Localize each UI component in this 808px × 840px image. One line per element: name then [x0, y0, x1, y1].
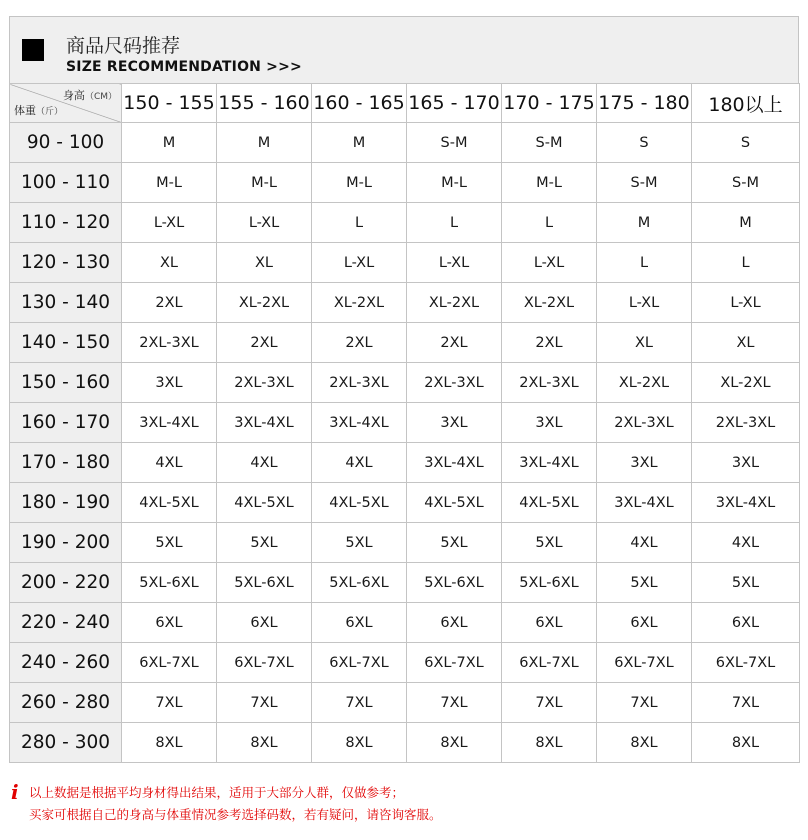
weight-row-header: 190 - 200 [10, 523, 122, 563]
note-line-1 [9, 782, 799, 804]
table-row [10, 123, 800, 163]
size-cell: 3XL [407, 403, 502, 443]
table-header-row [10, 84, 800, 123]
table-row [10, 563, 800, 603]
height-axis-label: 身高（CM） [62, 89, 117, 102]
size-cell: 2XL [502, 323, 597, 363]
weight-row-header: 150 - 160 [10, 363, 122, 403]
size-cell: 3XL-4XL [502, 443, 597, 483]
size-cell: 2XL-3XL [692, 403, 800, 443]
weight-row-header: 130 - 140 [10, 283, 122, 323]
size-cell: 3XL-4XL [122, 403, 217, 443]
weight-row-header: 160 - 170 [10, 403, 122, 443]
size-cell: 8XL [312, 723, 407, 763]
size-cell: 2XL-3XL [597, 403, 692, 443]
size-cell: S-M [502, 123, 597, 163]
weight-row-header: 240 - 260 [10, 643, 122, 683]
height-column-header: 150 - 155 [122, 84, 217, 123]
size-cell: 6XL-7XL [597, 643, 692, 683]
size-cell: 3XL-4XL [407, 443, 502, 483]
size-cell: S [597, 123, 692, 163]
size-cell: M [692, 203, 800, 243]
table-row [10, 283, 800, 323]
height-column-header: 175 - 180 [597, 84, 692, 123]
size-cell: 6XL [407, 603, 502, 643]
note-text-1: 以上数据是根据平均身材得出结果，适用于大部分人群，仅做参考； [29, 785, 405, 800]
size-cell: 6XL-7XL [692, 643, 800, 683]
chart-header [9, 16, 799, 83]
size-cell: L-XL [692, 283, 800, 323]
square-icon [22, 39, 44, 61]
size-cell: 5XL [692, 563, 800, 603]
size-cell: 6XL [502, 603, 597, 643]
size-cell: M-L [217, 163, 312, 203]
table-row [10, 643, 800, 683]
size-chart [9, 16, 799, 763]
size-cell: 2XL [407, 323, 502, 363]
size-cell: L-XL [312, 243, 407, 283]
size-cell: M [597, 203, 692, 243]
weight-row-header: 260 - 280 [10, 683, 122, 723]
size-cell: 6XL-7XL [312, 643, 407, 683]
size-cell: 7XL [217, 683, 312, 723]
size-cell: 2XL-3XL [407, 363, 502, 403]
size-cell: 2XL-3XL [122, 323, 217, 363]
size-cell: 5XL-6XL [122, 563, 217, 603]
title-cn: 商品尺码推荐 [66, 35, 181, 57]
size-cell: 4XL-5XL [407, 483, 502, 523]
size-cell: XL [122, 243, 217, 283]
size-cell: 7XL [597, 683, 692, 723]
note-line-2: 买家可根据自己的身高与体重情况参考选择码数，若有疑问，请咨询客服。 [29, 807, 442, 822]
height-column-header: 170 - 175 [502, 84, 597, 123]
table-row [10, 723, 800, 763]
corner-cell [10, 84, 122, 123]
size-cell: 2XL [122, 283, 217, 323]
height-column-header: 155 - 160 [217, 84, 312, 123]
info-icon: i [11, 780, 19, 804]
size-cell: M [122, 123, 217, 163]
size-cell: 5XL-6XL [502, 563, 597, 603]
size-cell: 7XL [407, 683, 502, 723]
size-cell: 4XL [217, 443, 312, 483]
size-cell: XL-2XL [597, 363, 692, 403]
table-row [10, 163, 800, 203]
size-table [9, 83, 800, 763]
weight-row-header: 90 - 100 [10, 123, 122, 163]
size-cell: 8XL [597, 723, 692, 763]
size-cell: 4XL [122, 443, 217, 483]
size-cell: L-XL [217, 203, 312, 243]
weight-row-header: 100 - 110 [10, 163, 122, 203]
size-cell: L [502, 203, 597, 243]
size-cell: 2XL-3XL [502, 363, 597, 403]
size-cell: XL [597, 323, 692, 363]
size-cell: 4XL-5XL [217, 483, 312, 523]
size-cell: 4XL [692, 523, 800, 563]
size-cell: XL-2XL [217, 283, 312, 323]
size-cell: 7XL [692, 683, 800, 723]
size-cell: L [597, 243, 692, 283]
table-row [10, 363, 800, 403]
size-cell: 5XL [217, 523, 312, 563]
size-cell: 2XL-3XL [217, 363, 312, 403]
table-row [10, 203, 800, 243]
size-cell: L-XL [407, 243, 502, 283]
size-cell: 2XL [312, 323, 407, 363]
height-column-header: 160 - 165 [312, 84, 407, 123]
size-cell: 4XL-5XL [502, 483, 597, 523]
size-cell: 6XL [217, 603, 312, 643]
size-cell: L-XL [597, 283, 692, 323]
size-cell: 6XL [122, 603, 217, 643]
table-row [10, 523, 800, 563]
size-cell: M [312, 123, 407, 163]
size-cell: 3XL-4XL [312, 403, 407, 443]
size-cell: L-XL [122, 203, 217, 243]
size-cell: 5XL [597, 563, 692, 603]
size-cell: 4XL [597, 523, 692, 563]
size-cell: 5XL [502, 523, 597, 563]
weight-row-header: 220 - 240 [10, 603, 122, 643]
size-cell: M-L [312, 163, 407, 203]
table-body [10, 123, 800, 763]
size-cell: 7XL [122, 683, 217, 723]
table-row [10, 323, 800, 363]
size-cell: L [312, 203, 407, 243]
size-cell: XL-2XL [407, 283, 502, 323]
size-cell: 5XL [407, 523, 502, 563]
weight-row-header: 120 - 130 [10, 243, 122, 283]
table-row [10, 683, 800, 723]
height-column-header: 180以上 [692, 84, 800, 123]
size-cell: 6XL-7XL [502, 643, 597, 683]
table-row [10, 443, 800, 483]
size-cell: 6XL [597, 603, 692, 643]
size-cell: L [692, 243, 800, 283]
size-cell: 6XL-7XL [217, 643, 312, 683]
size-cell: 8XL [692, 723, 800, 763]
size-cell: M-L [502, 163, 597, 203]
size-cell: S-M [407, 123, 502, 163]
size-cell: S-M [692, 163, 800, 203]
size-cell: 6XL-7XL [122, 643, 217, 683]
size-cell: M [217, 123, 312, 163]
size-cell: L-XL [502, 243, 597, 283]
size-cell: 3XL-4XL [217, 403, 312, 443]
size-cell: 3XL-4XL [692, 483, 800, 523]
size-cell: 8XL [122, 723, 217, 763]
weight-row-header: 200 - 220 [10, 563, 122, 603]
size-cell: 5XL-6XL [217, 563, 312, 603]
size-cell: 8XL [407, 723, 502, 763]
size-cell: L [407, 203, 502, 243]
size-cell: 8XL [502, 723, 597, 763]
size-cell: XL-2XL [312, 283, 407, 323]
size-cell: 6XL-7XL [407, 643, 502, 683]
size-cell: 5XL [312, 523, 407, 563]
size-cell: XL [217, 243, 312, 283]
size-cell: 3XL-4XL [597, 483, 692, 523]
table-row [10, 483, 800, 523]
size-cell: 3XL [502, 403, 597, 443]
size-cell: 3XL [692, 443, 800, 483]
size-cell: 7XL [502, 683, 597, 723]
size-cell: 3XL [122, 363, 217, 403]
height-column-header: 165 - 170 [407, 84, 502, 123]
size-cell: XL [692, 323, 800, 363]
notes [9, 782, 799, 826]
size-cell: XL-2XL [692, 363, 800, 403]
size-cell: 5XL [122, 523, 217, 563]
weight-row-header: 140 - 150 [10, 323, 122, 363]
size-cell: M-L [122, 163, 217, 203]
size-cell: 6XL [312, 603, 407, 643]
weight-axis-label: 体重（斤） [14, 104, 64, 117]
size-cell: 5XL-6XL [312, 563, 407, 603]
size-cell: 3XL [597, 443, 692, 483]
size-cell: M-L [407, 163, 502, 203]
size-cell: 4XL [312, 443, 407, 483]
weight-row-header: 180 - 190 [10, 483, 122, 523]
size-cell: S [692, 123, 800, 163]
size-cell: XL-2XL [502, 283, 597, 323]
size-cell: S-M [597, 163, 692, 203]
table-row [10, 243, 800, 283]
title-en: SIZE RECOMMENDATION >>> [66, 59, 302, 75]
size-cell: 5XL-6XL [407, 563, 502, 603]
table-row [10, 603, 800, 643]
weight-row-header: 170 - 180 [10, 443, 122, 483]
size-cell: 2XL-3XL [312, 363, 407, 403]
size-cell: 2XL [217, 323, 312, 363]
size-cell: 4XL-5XL [122, 483, 217, 523]
size-cell: 6XL [692, 603, 800, 643]
size-cell: 4XL-5XL [312, 483, 407, 523]
weight-row-header: 110 - 120 [10, 203, 122, 243]
size-cell: 8XL [217, 723, 312, 763]
table-row [10, 403, 800, 443]
size-cell: 7XL [312, 683, 407, 723]
weight-row-header: 280 - 300 [10, 723, 122, 763]
